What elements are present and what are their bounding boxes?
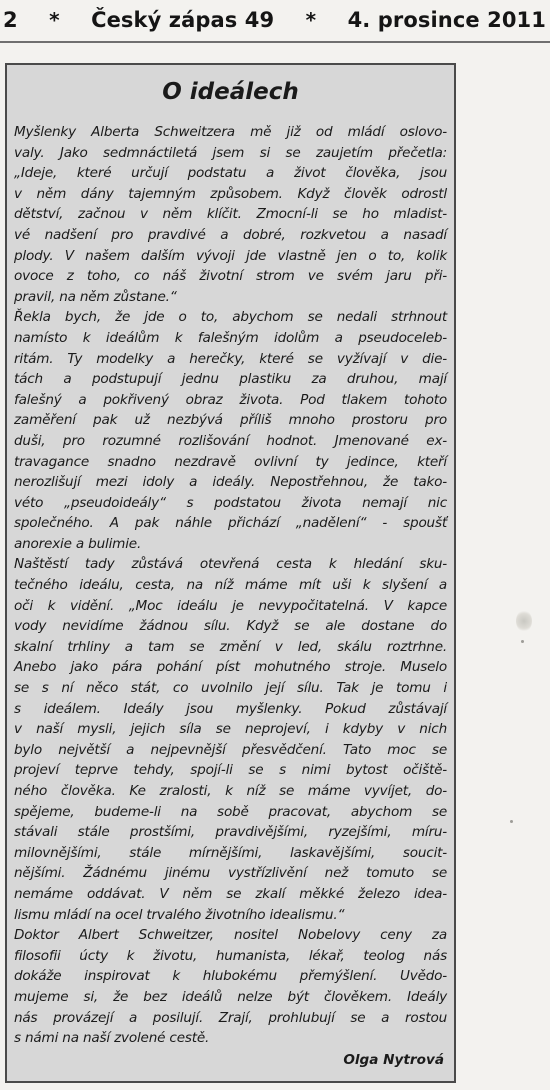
article-line: v naší mysli, jejich síla se neprojeví, i kdyby v nich	[14, 721, 447, 738]
article-line: lismu mládí na ocel trvalého životního idealismu.“	[14, 906, 345, 923]
article-line: dětství, začnou v něm klíčit. Zmocní-li se ho mladist-	[14, 206, 447, 223]
article-line: tečného ideálu, cesta, na níž máme mít uši k slyšení a	[14, 577, 447, 594]
article-line: falešný a pokřivený obraz života. Pod tlakem tohoto	[14, 391, 447, 408]
article-title: O ideálech	[162, 79, 299, 105]
article-author: Olga Nytrová	[343, 1052, 444, 1068]
page-number: 2	[3, 8, 18, 32]
article-line: milovnějšími, stále mírnějšími, laskavějšími, soucit-	[14, 844, 447, 861]
header-separator-star: *	[305, 8, 317, 32]
article-line: Řekla bych, že jde o to, abychom se nedali strhnout	[14, 309, 447, 326]
article-line: namísto k ideálům k falešným idolům a pseudoceleb-	[14, 329, 447, 346]
page-header	[0, 0, 550, 40]
article-line: skalní trhliny a tam se změní v led, skálu roztrhne.	[14, 638, 447, 655]
article-line: bylo největší a nejpevnější přesvědčení. Tato moc se	[14, 741, 447, 758]
article-line: Doktor Albert Schweitzer, nositel Nobelovy ceny za	[14, 927, 447, 944]
article-line: duši, pro rozumné rozlišování hodnot. Jmenované ex-	[14, 432, 447, 449]
article-line: nerozlišují mezi idoly a ideály. Nepostřehnou, že tako-	[14, 474, 447, 491]
article-line: travagance snadno nezdravě ovlivní ty jedince, kteří	[14, 453, 447, 470]
article-line: se s ní něco stát, co uvolnilo její sílu. Tak je tomu i	[14, 680, 447, 697]
article-line: v něm dány tajemným způsobem. Když člověk odrostl	[14, 185, 447, 202]
article-line: s ideálem. Ideály jsou myšlenky. Pokud zůstávají	[14, 700, 447, 717]
article-line: nás provázejí a posilují. Zrají, prohlubují se a rostou	[14, 1009, 447, 1026]
article-line: ného člověka. Ke zralosti, k níž se máme vyvíjet, do-	[14, 783, 447, 799]
article-line: pravil, na něm zůstane.“	[14, 288, 177, 305]
article-line: ritám. Ty modelky a herečky, které se vyžívají v die-	[14, 350, 447, 367]
issue-date: 4. prosince 2011	[347, 8, 546, 32]
article-line: Anebo jako pára pohání píst mohutného stroje. Muselo	[14, 659, 447, 676]
article-line: nemáme oddávat. V něm se zkalí měkké železo idea-	[14, 885, 447, 902]
article-line: Myšlenky Alberta Schweitzera mě již od mládí oslovo-	[14, 124, 447, 140]
paper-stain	[516, 610, 532, 632]
article-line: plody. V našem dalším vývoji jde vlastně jen o to, kolik	[14, 247, 447, 264]
article-line: nějšími. Žádnému jinému vystřízlivění než tomuto se	[14, 865, 447, 882]
article-line: ovoce z toho, co náš životní strom ve svém jaru při-	[14, 268, 447, 285]
article-line: oči k vidění. „Moc ideálu je nevypočitatelná. V kapce	[14, 597, 447, 614]
article-line: vody nevidíme žádnou sílu. Když se ale dostane do	[14, 618, 447, 635]
publication-name: Český zápas 49	[91, 8, 275, 32]
article-line: filosofii úcty k životu, humanista, lékař, teolog nás	[14, 947, 447, 964]
header-separator-star: *	[49, 8, 60, 32]
article-body	[14, 122, 447, 1049]
article-line: s námi na naší zvolené cestě.	[14, 1030, 210, 1047]
article-line: spějeme, budeme-li na sobě pracovat, abychom se	[14, 803, 447, 820]
article-line: dokáže inspirovat k hlubokému přemýšlení. Uvědo-	[14, 968, 447, 985]
article-line: vé nadšení pro pravdivé a dobré, rozkvetou a nasadí	[14, 226, 447, 243]
header-rule	[0, 41, 550, 43]
paper-speck	[510, 820, 513, 823]
article-line: véto „pseudoideály“ s podstatou života nemají nic	[14, 494, 447, 511]
article-line: stávali stále prostšími, pravdivějšími, ryzejšími, míru-	[14, 824, 447, 841]
article-line: „Ideje, které určují podstatu a život člověka, jsou	[14, 165, 447, 182]
article-line: mujeme si, že bez ideálů nelze být člověkem. Ideály	[14, 988, 447, 1005]
article-box	[5, 63, 456, 1083]
paper-speck	[521, 640, 524, 643]
article-line: valy. Jako sedmnáctiletá jsem si se zaujetím přečetla:	[14, 144, 447, 161]
article-line: anorexie a bulimie.	[14, 535, 142, 552]
article-line: zaměření pak už nezbývá příliš mnoho prostoru pro	[14, 412, 447, 429]
article-line: projeví teprve tehdy, spojí-li se s nimi bytost očiště-	[14, 762, 447, 779]
article-line: společného. A pak náhle přichází „nadělení“ - spoušť	[14, 515, 447, 532]
article-line: Naštěstí tady zůstává otevřená cesta k hledání sku-	[14, 556, 447, 573]
article-line: tách a podstupují jednu plastiku za druhou, mají	[14, 371, 447, 388]
